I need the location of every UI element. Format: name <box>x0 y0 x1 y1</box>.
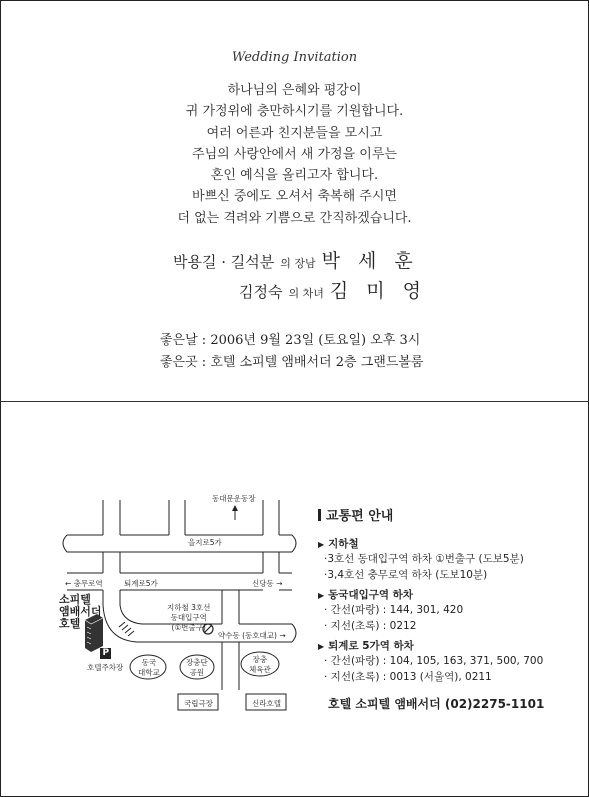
transit-line: · 지선(초록) : 0013 (서울역), 0211 <box>324 671 492 683</box>
transit-line: · 간선(파랑) : 104, 105, 163, 371, 500, 700 <box>324 655 544 667</box>
toegyero-label: 퇴계로5가 <box>124 579 158 588</box>
transit-section-dongguk: ▶ 동국대입구역 하차 · 간선(파랑) : 144, 301, 420 · 지선(초록) : 0212 <box>318 587 578 634</box>
groom-line <box>173 246 419 273</box>
invitation-verse <box>0 80 589 229</box>
triangle-icon: ▶ <box>318 642 325 651</box>
location-map <box>57 490 302 720</box>
chungmuro-label: ← 충무로역 <box>65 579 103 588</box>
script-title: Wedding Invitation <box>231 50 358 65</box>
triangle-icon: ▶ <box>318 591 325 600</box>
verse-line: 여러 어른과 친지분들을 모시고 <box>206 125 383 141</box>
euljiro-label: 을지로5가 <box>188 538 222 547</box>
national-theater-label: 국립극장 <box>184 699 213 708</box>
subway-label: 지하철 3호선 동대입구역 (①번출구) <box>167 603 211 632</box>
transit-line: ·3호선 동대입구역 하차 ①번출구 (도보5분) <box>324 553 524 565</box>
triangle-icon: ▶ <box>318 540 325 549</box>
transit-line: ·3,4호선 충무로역 하차 (도보10분) <box>324 569 488 581</box>
event-place: 좋은곳 : 호텔 소피텔 앰배서더 2층 그랜드볼룸 <box>160 355 424 370</box>
verse-line: 하나님의 은혜와 평강이 <box>227 83 362 98</box>
transit-section-toegyero: ▶ 퇴계로 5가역 하차 · 간선(파랑) : 104, 105, 163, 371, 500, 700 · 지선(초록) : 0013 (서울역), 0211 <box>318 638 578 685</box>
street-left-top <box>103 500 120 535</box>
fold-line <box>0 401 589 402</box>
jangchungdan-park-label: 장충단 공원 <box>186 658 208 677</box>
transit-line: · 간선(파랑) : 144, 301, 420 <box>324 604 464 616</box>
verse-line: 바쁘신 중에도 오셔서 축복해 주시면 <box>192 189 397 205</box>
street-mid-top <box>169 500 185 535</box>
bride-name: 김 미 영 <box>329 280 428 302</box>
groom-relation: 의 장남 <box>280 257 316 270</box>
bride-parents: 김정숙 <box>239 283 283 301</box>
verse-line: 주님의 사랑안에서 새 가정을 이루는 <box>192 146 397 162</box>
groom-name: 박 세 훈 <box>321 250 419 272</box>
verse-line: 더 없는 격려와 기쁨으로 간직하겠습니다. <box>177 210 412 226</box>
sindang-label: 신당동 → <box>252 579 283 588</box>
transit-line: · 지선(초록) : 0212 <box>324 620 417 632</box>
street-right-top <box>263 500 279 535</box>
transit-title: 교통편 안내 <box>318 505 578 524</box>
hotel-contact: 호텔 소피텔 앰배서더 (02)2275-1101 <box>328 697 545 711</box>
groom-parents: 박용길 · 길석분 <box>173 253 275 271</box>
transit-section-subway: ▶ 지하철 ·3호선 동대입구역 하차 ①번출구 (도보5분) ·3,4호선 충무로역 하차 (도보10분) <box>318 536 578 583</box>
event-date: 좋은날 : 2006년 9월 23일 (토요일) 오후 3시 <box>160 333 421 348</box>
dongguk-university-label: 동국 대학교 <box>138 658 160 677</box>
shilla-hotel-label: 신라호텔 <box>252 699 281 708</box>
title-bar-icon <box>318 509 321 521</box>
bride-relation: 의 차녀 <box>288 287 324 300</box>
verse-line: 귀 가정위에 충만하시기를 기원합니다. <box>185 104 404 120</box>
verse-line: 혼인 예식을 올리고자 합니다. <box>210 168 379 184</box>
parking-label: 호텔주차장 <box>87 663 124 672</box>
parking-sign: P <box>102 648 110 658</box>
hotel-label: 소피텔 앰배서더 호텔 <box>59 593 102 630</box>
transit-info <box>318 505 578 712</box>
stadium-label: 동대문운동장 <box>212 494 256 503</box>
bride-line <box>239 276 427 303</box>
jangchung-gym-label: 장충 체육관 <box>249 655 271 674</box>
yaksu-label: 약수동 (동호대교) → <box>218 631 286 640</box>
